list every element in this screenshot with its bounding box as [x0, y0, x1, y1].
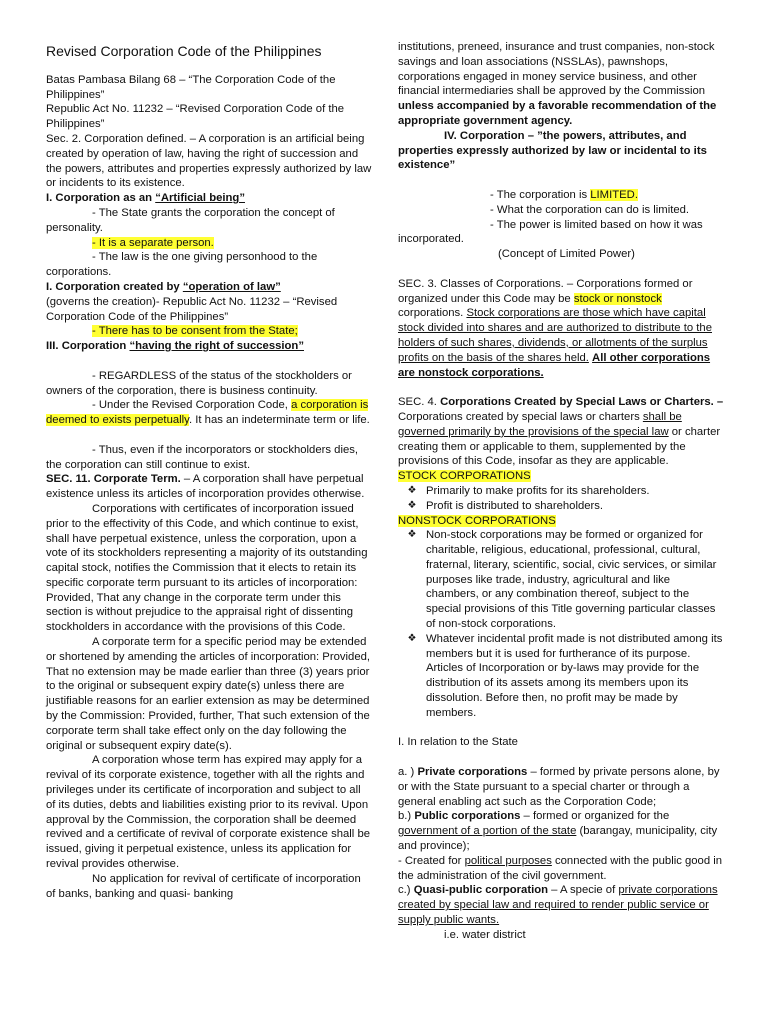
- bp68-line: Batas Pambasa Bilang 68 – “The Corporation Code of the Philippines”: [46, 73, 336, 101]
- consent-note: - There has to be consent from the State;: [92, 325, 298, 338]
- separate-person-note: - It is a separate person.: [92, 236, 214, 249]
- diamond-bullet-icon: ❖: [407, 529, 417, 541]
- succession-note-3: - Thus, even if the incorporators or stockholders dies, the corporation can still continue to exist.: [46, 443, 359, 471]
- limited-note-1: - The corporation is LIMITED.: [490, 188, 638, 201]
- left-column: [46, 40, 372, 901]
- personhood-note: - The law is the one giving personhood to the corporations.: [46, 251, 318, 279]
- succession-note-2: - Under the Revised Corporation Code, a corporation is deemed to exists perpetually. It has an indeterminate term or life.: [46, 399, 370, 427]
- sec11-paragraph-4: No application for revival of certificate of incorporation of banks, banking and quasi- banking: [46, 872, 361, 900]
- sec11-paragraph-2: A corporate term for a specific period may be extended or shortened by amending the articles of incorporation: Provided, That no extension may be made earlier than three (3) years prior to the original or subsequent expiry date(s) unless there are justifiable reasons for an earlier extension as may be determined by the Commission: Provided, further, That such extension of the corporate term shall take effect only on the day following the original or subsequent expiry date(s).: [46, 636, 371, 752]
- ra11232-line: Republic Act No. 11232 – “Revised Corporation Code of the Philippines”: [46, 103, 345, 131]
- artificial-being-text: - The State grants the corporation the concept of personality.: [46, 206, 335, 234]
- relation-to-state-heading: I. In relation to the State: [398, 736, 518, 749]
- nonstock-bullet-2: ❖ Whatever incidental profit made is not distributed among its members but it is used for furtherance of its purpose. Articles of Incorporation or by-laws may provide for the distribution of its assets among its members upon its dissolution. Before then, no profit may be made by members.: [398, 632, 724, 721]
- limited-note-3: - The power is limited based on how it was incorporated.: [398, 218, 703, 246]
- limited-power-concept: (Concept of Limited Power): [498, 248, 635, 261]
- sec4-special-laws: SEC. 4. Corporations Created by Special Laws or Charters. – Corporations created by special laws or charters shall be governed primarily by the provisions of the special law or charter creating them or applicable to them, supplemented by the provisions of this Code, insofar as they are applicable.: [398, 396, 724, 468]
- sec3-classes: SEC. 3. Classes of Corporations. – Corporations formed or organized under this Code may be stock or nonstock corporations. Stock corporations are those which have capital stock divided into shares and are authorized to distribute to the holders of such shares, dividends, or allotments of the surplus profits on the basis of the shares held. All other corporations are nonstock corporations.: [398, 277, 712, 379]
- stock-bullet-1: ❖ Primarily to make profits for its shareholders.: [398, 484, 724, 499]
- continuation-text: institutions, preneed, insurance and trust companies, non-stock savings and loan associations (NSSLAs), pawnshops, corporations engaged in money service business, and other financial intermediaries shall be approved by the Commission unless accompanied by a favorable recommendation of the appropriate government agency.: [398, 41, 717, 127]
- sec11-paragraph-1: Corporations with certificates of incorporation issued prior to the effectivity of this Code, and which continue to exist, shall have perpetual existence, unless the corporation, upon a vote of its stockholders representing a majority of its outstanding capital stock, notifies the Commission that it elects to retain its specific corporate term pursuant to its articles of incorporation: Provided, That any change in the corporate term under this section is without prejudice to the appraisal right of dissenting stockholders in accordance with the provisions of this Code.: [46, 502, 368, 634]
- sec2-definition: Sec. 2. Corporation defined. – A corporation is an artificial being created by operation of law, having the right of succession and the powers, attributes and properties expressly authorized by law or incidents to its existence.: [46, 132, 372, 190]
- diamond-bullet-icon: ❖: [407, 499, 417, 511]
- public-corporations: b.) Public corporations – formed or organized for the government of a portion of the state (barangay, municipality, city and province);: [398, 810, 718, 853]
- sec11-paragraph-3: A corporation whose term has expired may apply for a revival of its corporate existence, together with all the rights and privileges under its certificate of incorporation and subject to all of its duties, debts and liabilities existing prior to its revival. Upon approval by the Commission, the corporation shall be deemed revived and a certificate of revival of corporate existence shall be issued, giving it perpetual existence, unless its application for revival provides otherwise.: [46, 754, 371, 871]
- stock-bullet-2: ❖ Profit is distributed to shareholders.: [398, 499, 724, 514]
- heading-succession: III. Corporation “having the right of succession”: [46, 340, 304, 353]
- succession-note-1: - REGARDLESS of the status of the stockholders or owners of the corporation, there is business continuity.: [46, 369, 352, 397]
- document-title: Revised Corporation Code of the Philippines: [46, 43, 322, 59]
- water-district-example: i.e. water district: [444, 928, 526, 941]
- private-corporations: a. ) Private corporations – formed by private persons alone, by or with the State pursuant to a special charter or through a general enabling act such as the Corporation Code;: [398, 766, 720, 808]
- stock-corporations-heading: STOCK CORPORATIONS: [398, 470, 531, 483]
- nonstock-bullet-1: ❖ Non-stock corporations may be formed or organized for charitable, religious, educational, professional, cultural, fraternal, literary, scientific, social, civic services, or similar purposes like trade, industry, agricultural and like chambers, or any combination thereof, subject to the special provisions of this Title governing particular classes of non-stock corporations.: [398, 528, 724, 632]
- sec11-corporate-term: SEC. 11. Corporate Term. – A corporation shall have perpetual existence unless its articles of incorporation provides otherwise.: [46, 473, 365, 501]
- nonstock-corporations-heading: NONSTOCK CORPORATIONS: [398, 514, 556, 527]
- heading-powers: IV. Corporation – ”the powers, attributes, and properties expressly authorized by law or incidental to its existence”: [398, 129, 707, 172]
- public-purposes-note: - Created for political purposes connected with the public good in the administration of the civil government.: [398, 854, 723, 882]
- right-column: [398, 40, 724, 943]
- diamond-bullet-icon: ❖: [407, 632, 417, 644]
- heading-artificial-being: I. Corporation as an “Artificial being”: [46, 192, 245, 205]
- operation-of-law-text: (governs the creation)- Republic Act No. 11232 – “Revised Corporation Code of the Philippines”: [46, 295, 338, 323]
- quasi-public-corporation: c.) Quasi-public corporation – A specie of private corporations created by special law and required to render public service or supply public wants.: [398, 884, 718, 927]
- heading-operation-of-law: I. Corporation created by “operation of law”: [46, 280, 281, 293]
- diamond-bullet-icon: ❖: [407, 484, 417, 496]
- limited-note-2: - What the corporation can do is limited.: [490, 203, 690, 216]
